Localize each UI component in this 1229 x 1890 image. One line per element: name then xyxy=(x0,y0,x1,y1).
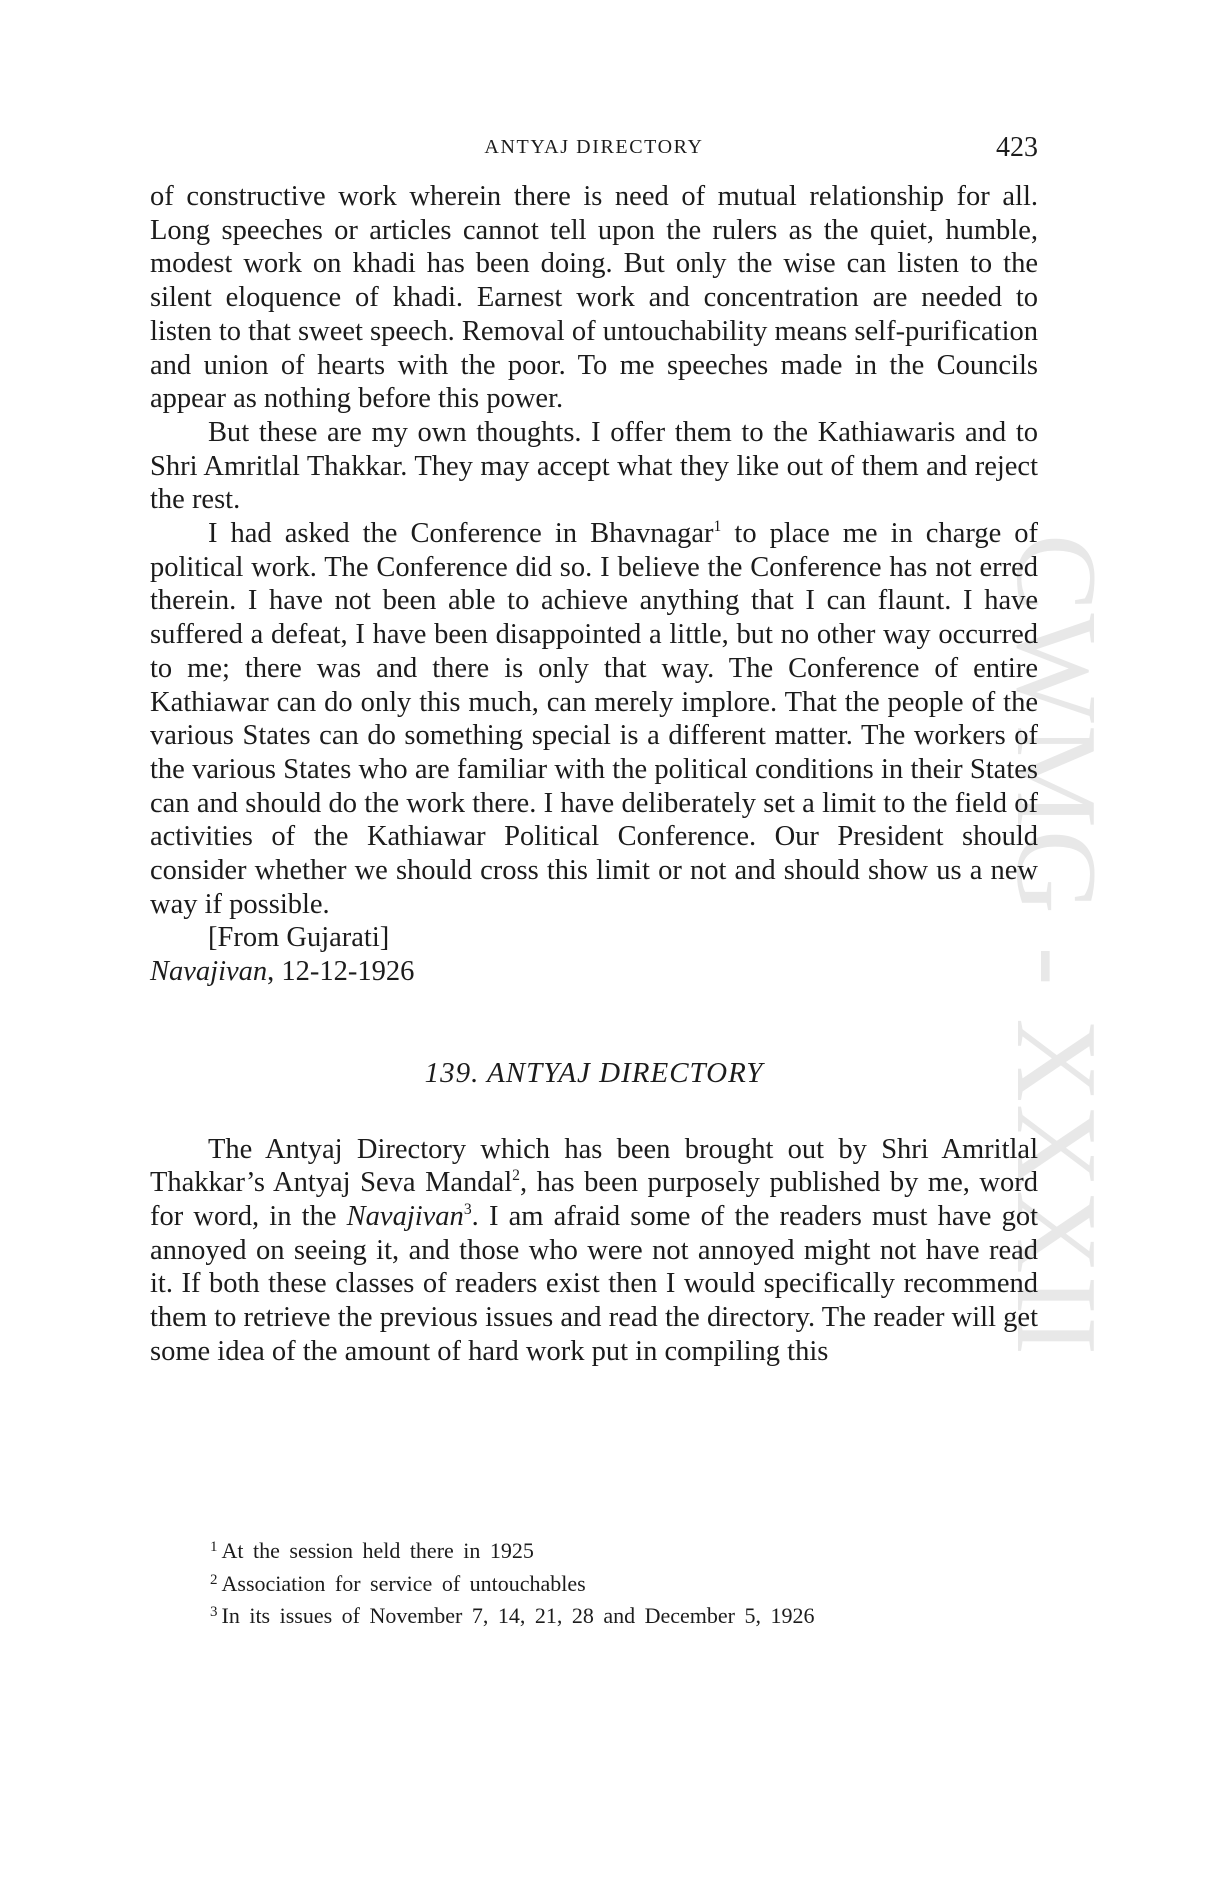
footnote-2 xyxy=(210,1566,1040,1599)
paragraph-continued: of constructive work wherein there is need of mutual relationship for all. Long speeches or articles cannot tell upon the rulers as the quiet, humble, modest work on khadi has been doing. But only the wise can listen to the silent eloquence of khadi. Earnest work and concentration are needed to listen to that sweet speech. Removal of untouchability means self-purification and union of hearts with the poor. To me speeches made in the Councils appear as nothing before this power. xyxy=(150,181,1039,415)
article-title: 139. ANTYAJ DIRECTORY xyxy=(424,1056,764,1089)
publication-line xyxy=(150,955,1038,989)
footnote-ref-1: 1 xyxy=(713,518,722,536)
paragraph-thoughts: But these are my own thoughts. I offer them to the Kathiawaris and to Shri Amritlal Thakkar. They may accept what they like out of them and reject the rest. xyxy=(150,416,1038,516)
footnote-3 xyxy=(210,1598,1040,1631)
paragraph-directory-part3: . I am afraid some of the readers must have got annoyed on seeing it, and those who were not annoyed might not have read it. If both these classes of readers exist then I would specifically recommend them to retrieve the previous issues and read the directory. The reader will get some idea of the amount of hard work put in compiling this xyxy=(150,1200,1038,1367)
footnote-mark: 1 xyxy=(210,1539,218,1555)
footnote-text: Association for service of untouchables xyxy=(221,1570,586,1596)
footnote-ref-3: 3 xyxy=(463,1201,472,1219)
paragraph-directory xyxy=(150,1133,1038,1369)
journal-name: Navajivan xyxy=(346,1200,464,1232)
footnote-mark: 3 xyxy=(210,1604,218,1620)
footnote-mark: 2 xyxy=(210,1571,218,1588)
page-header xyxy=(150,132,1038,170)
page-number: 423 xyxy=(996,132,1038,163)
footnote-text: In its issues of November 7, 14, 21, 28 and December 5, 1926 xyxy=(221,1603,815,1628)
footnotes xyxy=(210,1533,1040,1631)
footnote-1 xyxy=(210,1533,1040,1566)
paragraph-directory-part1: The Antyaj Directory which has been brought out by Shri Amritlal Thakkar’s Antyaj Seva Mandal xyxy=(150,1133,1038,1199)
paragraph-conference-after: to place me in charge of political work. The Conference did so. I believe the Conference has not erred therein. I have not been able to achieve anything that I can flaunt. I have suffered a defeat, I have been disappointed a little, but no other way occurred to me; there was and there is only that way. The Conference of entire Kathiawar can do only this much, can merely implore. That the people of the various States can do something special is a different matter. The workers of the various States who are familiar with the political conditions in their States can and should do the work there. I have deliberately set a limit to the field of activities of the Kathiawar Political Conference. Our President should consider whether we should cross this limit or not and should show us a new way if possible. xyxy=(150,518,1039,920)
page-body xyxy=(150,180,1038,1369)
running-head: ANTYAJ DIRECTORY xyxy=(484,136,704,158)
publication-name: Navajivan xyxy=(150,956,268,988)
paragraph-conference xyxy=(150,517,1038,921)
paragraph-conference-before: I had asked the Conference in Bhavnagar xyxy=(208,518,714,550)
footnote-ref-2: 2 xyxy=(512,1167,520,1185)
source-note: [From Gujarati] xyxy=(208,922,390,954)
publication-date: , 12-12-1926 xyxy=(267,956,415,988)
watermark-text: CWMG - XXXII xyxy=(991,533,1120,1357)
footnote-text: At the session held there in 1925 xyxy=(221,1538,534,1563)
paragraph-directory-part2: , has been purposely published by me, word for word, in the xyxy=(150,1167,1038,1232)
